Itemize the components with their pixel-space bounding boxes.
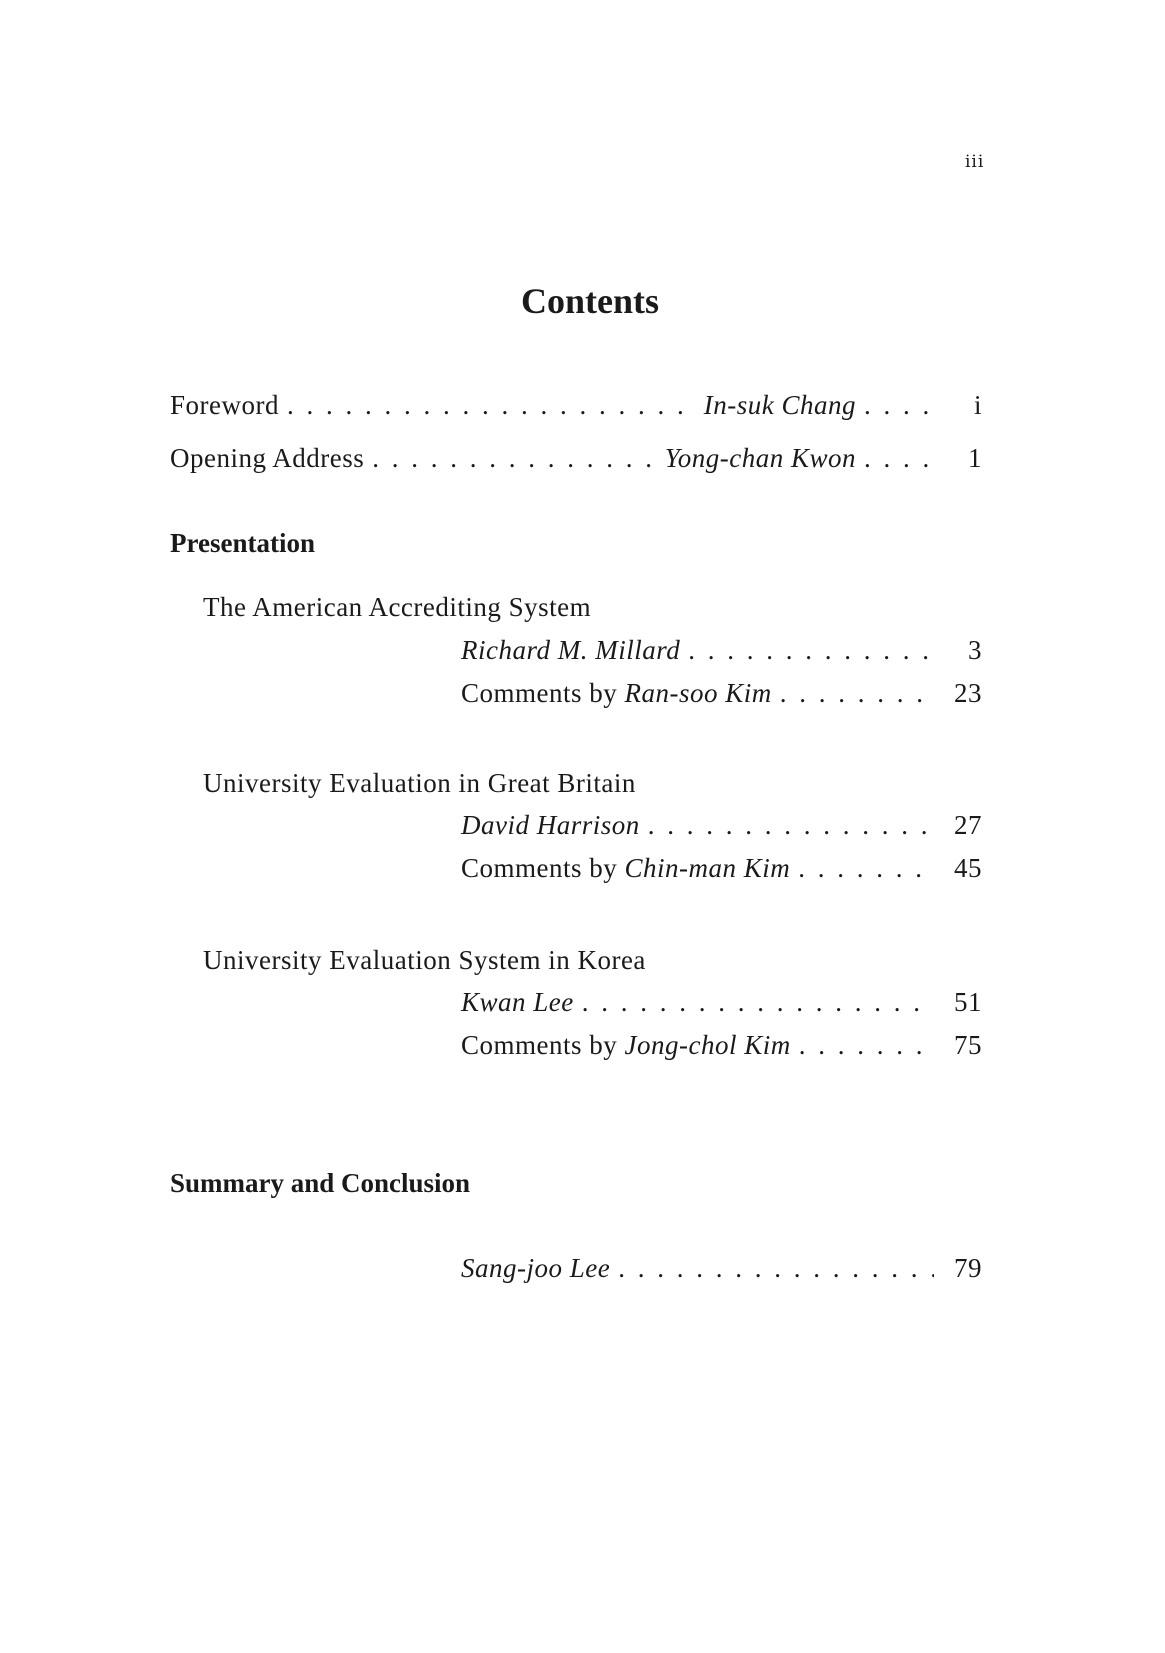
toc-entry-author[interactable] [461, 635, 982, 666]
leader-dots [287, 390, 696, 421]
commenter: Chin-man Kim [624, 853, 791, 883]
entry-page: 3 [968, 635, 982, 665]
entry-author: In-suk Chang [703, 390, 856, 420]
entry-author: Kwan Lee [461, 987, 574, 1017]
toc-entry-author[interactable] [461, 810, 982, 841]
leader-dots [864, 443, 934, 474]
comments-prefix: Comments by [461, 1030, 618, 1060]
toc-entry-opening-address[interactable] [170, 443, 982, 474]
leader-dots [688, 635, 934, 666]
entry-label: Foreword [170, 390, 279, 420]
section-title: University Evaluation in Great Britain [203, 768, 636, 798]
comments-prefix: Comments by [461, 678, 618, 708]
page-number: iii [965, 152, 985, 172]
toc-entry-comments[interactable] [461, 678, 982, 709]
commenter: Ran-soo Kim [624, 678, 772, 708]
toc-entry-comments[interactable] [461, 1030, 982, 1061]
entry-page: 45 [954, 853, 982, 883]
commenter: Jong-chol Kim [624, 1030, 791, 1060]
leader-dots [648, 810, 934, 841]
section-title: The American Accrediting System [203, 592, 592, 622]
entry-page: 75 [954, 1030, 982, 1060]
toc-entry-summary-author[interactable] [461, 1253, 982, 1284]
entry-author: Sang-joo Lee [461, 1253, 611, 1283]
leader-dots [799, 1030, 934, 1061]
entry-label: Opening Address [170, 443, 365, 473]
toc-entry-comments[interactable] [461, 853, 982, 884]
entry-page: i [973, 390, 982, 420]
leader-dots [582, 987, 934, 1018]
toc-entry-author[interactable] [461, 987, 982, 1018]
leader-dots [372, 443, 656, 474]
section-heading-summary: Summary and Conclusion [170, 1168, 471, 1198]
toc-entry-foreword[interactable] [170, 390, 982, 421]
leader-dots [798, 853, 934, 884]
entry-page: 23 [954, 678, 982, 708]
page-title: Contents [520, 281, 659, 321]
entry-page: 1 [968, 443, 982, 473]
leader-dots [618, 1253, 934, 1284]
leader-dots [780, 678, 934, 709]
entry-page: 51 [954, 987, 982, 1017]
section-title: University Evaluation System in Korea [203, 945, 646, 975]
entry-author: Richard M. Millard [461, 635, 681, 665]
entry-author: Yong-chan Kwon [664, 443, 856, 473]
leader-dots [864, 390, 934, 421]
entry-page: 27 [954, 810, 982, 840]
entry-page: 79 [954, 1253, 982, 1283]
comments-prefix: Comments by [461, 853, 618, 883]
entry-author: David Harrison [461, 810, 640, 840]
section-heading-presentation: Presentation [170, 528, 315, 558]
